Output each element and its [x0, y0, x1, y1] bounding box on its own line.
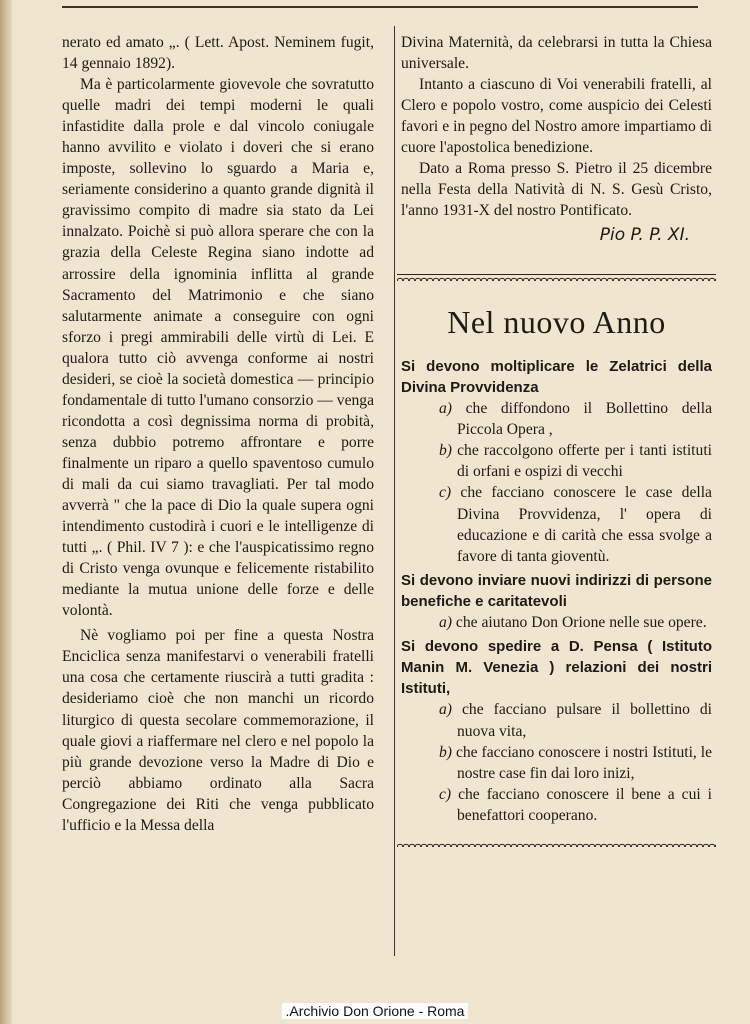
top-rule [62, 6, 698, 8]
list-item-text: che raccolgono offerte per i tanti istituti di orfani e ospizi di vecchi [457, 441, 712, 481]
left-paragraph-3: Nè vogliamo poi per fine a questa Nostra Enciclica senza manifestarvi o venerabili fratelli una cosa che certamente riuscirà a tutti gradita : desideriamo cioè che non manchi un ricordo liturgico di questa secolare commemorazione, il quale giovi a riaffermare nel clero e nel popolo la più grande devozione verso la Madre di Dio e perciò abbiamo ordinato alla Sacra Congregazione dei Riti che venga pubblicato l'ufficio e la Messa della [62, 627, 374, 834]
heading-indirizzi: Si devono inviare nuovi indirizzi di persone benefiche e caritatevoli [401, 572, 712, 611]
list-zelatrici [401, 398, 712, 568]
list-item-label: a) [439, 614, 452, 632]
list-item-text: che facciano conoscere le case della Divina Provvidenza, l' opera di educazione e di carità che essa svolge a favore di tanta gioventù. [457, 484, 712, 565]
list-item-label: b) [439, 441, 452, 459]
archive-footer [0, 1003, 750, 1019]
list-relazioni [401, 699, 712, 826]
list-item-text: che diffondono il Bollettino della Piccola Opera , [457, 399, 713, 438]
list-item-text: che aiutano Don Orione nelle sue opere. [455, 614, 707, 632]
list-item-text: che facciano conoscere il bene a cui i benefattori cooperano. [457, 786, 712, 825]
left-paragraph-2: Ma è particolarmente giovevole che sovratutto quelle madri dei tempi moderni le quali infastidite dalla prole e dal vincolo coniugale hanno avvilito e violato i doveri che si erano imposte, sollevino lo sguardo a Maria e, seriamente considerino a quanto grande dignità il gravissimo compito di madre sia stato da Lei innalzato. Poichè si può allora sperare che con la grazia della Celeste Regina siano indotte ad arrossire della ignominia inflitta al grande Sacramento del Matrimonio e che siano salutarmente animate a conseguire con ogni sforzo i pregi ammirabili delle virtù di Lei. E qualora tutto ciò avvenga conforme ai nostri desideri, se cioè la società domestica — principio fondamentale di tutto l'umano consorzio — venga ricondotta a così degnissima norma di probità, senza dubbio potremo affrontare e porre finalmente un riparo a quello spaventoso cumulo di mali da cui siamo travagliati. Per tal modo avverrà " che la pace di Dio la quale supera ogni intendimento custodirà i cuori e le intelligenze di tutti „. ( Phil. IV 7 ): e che l'auspicatissimo regno di Cristo venga ovunque e felicemente ristabilito mediante la mutua unione delle forze e delle volontà. [62, 76, 375, 620]
list-item-label: c) [439, 484, 452, 502]
left-paragraph-1: nerato ed amato „. ( Lett. Apost. Neminem fugit, 14 gennaio 1892). [62, 34, 374, 73]
list-item [401, 398, 712, 440]
list-item-text: che facciano pulsare il bollettino di nuova vita, [457, 701, 712, 740]
left-column [62, 32, 374, 836]
column-divider [394, 26, 395, 956]
page-edge [0, 0, 12, 1024]
right-paragraph-2: Intanto a ciascuno di Voi venerabili fratelli, al Clero e popolo vostro, come auspicio dei Celesti favori e in pegno del Nostro amore impartiamo di cuore l'apostolica benedizione. [401, 76, 712, 157]
section-title: Nel nuovo Anno [447, 304, 666, 341]
list-item [401, 440, 712, 482]
papal-signature: Pio P. P. XI. [599, 225, 690, 246]
archive-label: .Archivio Don Orione - Roma [282, 1003, 469, 1019]
heading-zelatrici: Si devono moltiplicare le Zelatrici della Divina Provvidenza [401, 357, 712, 396]
list-item-label: c) [439, 786, 452, 804]
ornamental-divider-top [397, 274, 716, 282]
list-item-label: a) [439, 701, 452, 719]
list-item [401, 482, 712, 567]
list-item [401, 612, 712, 633]
right-paragraph-1: Divina Maternità, da celebrarsi in tutta la Chiesa universale. [401, 34, 712, 73]
list-item [401, 784, 712, 826]
right-column [401, 32, 712, 847]
ornamental-divider-bottom [397, 841, 716, 847]
list-item-label: a) [439, 399, 452, 417]
list-item [401, 742, 712, 784]
right-paragraph-3: Dato a Roma presso S. Pietro il 25 dicembre nella Festa della Natività di N. S. Gesù Cristo, l'anno 1931-X del nostro Pontificato. [401, 160, 712, 220]
list-item-text: che facciano conoscere i nostri Istituti, le nostre case fin dai loro inizi, [455, 743, 712, 782]
list-item [401, 699, 712, 741]
list-indirizzi [401, 612, 712, 633]
heading-relazioni: Si devono spedire a D. Pensa ( Istituto Manin M. Venezia ) relazioni dei nostri Istituti, [401, 638, 712, 698]
list-item-label: b) [439, 743, 452, 761]
